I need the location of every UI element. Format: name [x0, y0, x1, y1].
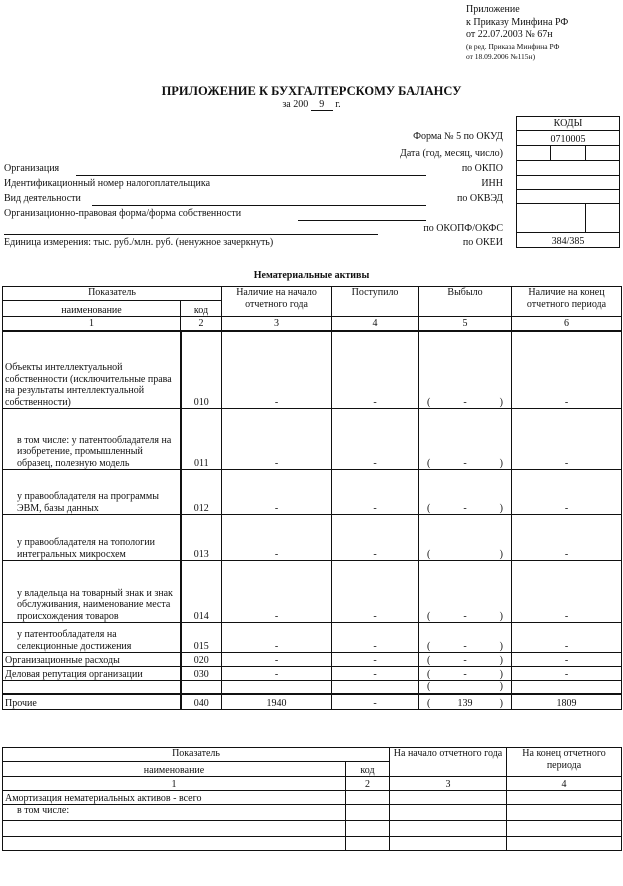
end-value[interactable]: 1809: [512, 694, 622, 710]
order-line: от 22.07.2003 № 67н: [466, 29, 553, 40]
legal-form-field[interactable]: [298, 220, 426, 221]
codes-header: КОДЫ: [517, 117, 620, 131]
col-num: 4: [332, 317, 419, 331]
col-num: 2: [181, 317, 222, 331]
th-code: код: [346, 762, 390, 777]
row-code: [346, 791, 390, 805]
row-name: в том числе: у патентообладателя на изобретение, промышленный образец, полезную модель: [3, 409, 181, 470]
okpo-label: по ОКПО: [461, 163, 503, 174]
table-row: [3, 694, 622, 710]
okopf-cell[interactable]: [517, 204, 586, 233]
table-row: [3, 791, 622, 805]
end-value[interactable]: [507, 791, 622, 805]
received-value[interactable]: -: [332, 623, 419, 653]
order-amendment: (в ред. Приказа Минфина РФ: [466, 41, 560, 51]
legal-form-field-2[interactable]: [4, 234, 378, 235]
th-name: наименование: [3, 301, 181, 317]
table-row: [3, 409, 622, 470]
col-num: 2: [346, 777, 390, 791]
row-code: 010: [181, 331, 222, 409]
col-num: 4: [507, 777, 622, 791]
th-code: код: [181, 301, 222, 317]
received-value[interactable]: -: [332, 561, 419, 623]
okpo-cell[interactable]: [517, 161, 620, 176]
end-value[interactable]: -: [512, 667, 622, 681]
row-name: у правообладателя на топологии интегральных микросхем: [3, 515, 181, 561]
date-label: Дата (год, месяц, число): [400, 148, 503, 159]
okud-label: Форма № 5 по ОКУД: [413, 131, 503, 142]
taxpayer-id-label: Идентификационный номер налогоплательщика: [4, 178, 211, 189]
row-code: 030: [181, 667, 222, 681]
okfs-cell[interactable]: [585, 204, 619, 233]
col-num: 1: [3, 317, 181, 331]
start-value[interactable]: -: [222, 470, 332, 515]
period-prefix: за 200: [282, 99, 309, 110]
unit-label: Единица измерения: тыс. руб./млн. руб. (ненужное зачеркнуть): [4, 237, 274, 248]
start-value[interactable]: 1940: [222, 694, 332, 710]
okved-label: по ОКВЭД: [457, 193, 503, 204]
received-value[interactable]: -: [332, 331, 419, 409]
activity-label: Вид деятельности: [4, 193, 81, 204]
section-title: Нематериальные активы: [253, 270, 370, 281]
table-row: [3, 653, 622, 667]
start-value[interactable]: -: [222, 409, 332, 470]
start-value[interactable]: -: [222, 331, 332, 409]
row-code: 011: [181, 409, 222, 470]
th-indicator: Показатель: [3, 287, 222, 301]
row-name: [3, 837, 346, 851]
row-name: Объекты интеллектуальной собственности (исключительные права на результаты интеллектуальной собственности): [3, 331, 181, 409]
row-name: у правообладателя на программы ЭВМ, базы данных: [3, 470, 181, 515]
received-value[interactable]: -: [332, 409, 419, 470]
received-value[interactable]: -: [332, 653, 419, 667]
row-name: у патентообладателя на селекционные достижения: [3, 623, 181, 653]
start-value[interactable]: [390, 805, 507, 821]
end-value[interactable]: -: [512, 331, 622, 409]
date-month-cell[interactable]: [551, 146, 585, 161]
amortization-table: [2, 747, 622, 851]
row-code: 014: [181, 561, 222, 623]
th-received: Поступило: [332, 287, 419, 317]
order-line: к Приказу Минфина РФ: [466, 16, 569, 28]
activity-field[interactable]: [92, 205, 426, 206]
end-value[interactable]: -: [512, 409, 622, 470]
order-amendment: от 18.09.2006 №115н): [466, 51, 536, 61]
start-value[interactable]: -: [222, 515, 332, 561]
received-value[interactable]: -: [332, 694, 419, 710]
disposed-value[interactable]: ( - ): [419, 409, 512, 470]
th-indicator: Показатель: [3, 748, 390, 762]
row-code: [346, 821, 390, 837]
start-value[interactable]: -: [222, 667, 332, 681]
th-name: наименование: [3, 762, 346, 777]
table-row: [3, 805, 622, 821]
organization-field[interactable]: [76, 175, 426, 176]
end-value[interactable]: -: [512, 515, 622, 561]
end-value[interactable]: -: [512, 653, 622, 667]
disposed-value[interactable]: ( 139 ): [419, 694, 512, 710]
inn-cell[interactable]: [517, 176, 620, 190]
disposed-value[interactable]: ( - ): [419, 470, 512, 515]
disposed-value[interactable]: ( - ): [419, 667, 512, 681]
start-value[interactable]: -: [222, 561, 332, 623]
table-row: [3, 470, 622, 515]
disposed-value[interactable]: ( - ): [419, 331, 512, 409]
end-value[interactable]: -: [512, 561, 622, 623]
row-code: 040: [181, 694, 222, 710]
inn-label: ИНН: [481, 178, 503, 189]
end-value[interactable]: -: [512, 470, 622, 515]
th-disposed: Выбыло: [419, 287, 512, 317]
received-value[interactable]: [332, 681, 419, 694]
row-name: Деловая репутация организации: [3, 667, 181, 681]
intangible-assets-table: [2, 286, 622, 710]
table-row: [3, 681, 622, 694]
start-value[interactable]: -: [222, 623, 332, 653]
codes-table: [516, 116, 620, 248]
legal-form-label: Организационно-правовая форма/форма собственности: [4, 208, 242, 219]
received-value[interactable]: -: [332, 470, 419, 515]
received-value[interactable]: -: [332, 515, 419, 561]
row-name: [3, 821, 346, 837]
th-start: На начало отчетного года: [390, 748, 507, 777]
table-row: [3, 667, 622, 681]
th-start: Наличие на начало отчетного года: [222, 287, 332, 317]
th-end: Наличие на конец отчетного периода: [512, 287, 622, 317]
disposed-value[interactable]: ( - ): [419, 561, 512, 623]
row-code: 020: [181, 653, 222, 667]
page-title: ПРИЛОЖЕНИЕ К БУХГАЛТЕРСКОМУ БАЛАНСУ: [161, 84, 462, 98]
okopf-label: по ОКОПФ/ОКФС: [423, 223, 503, 234]
okud-code: 0710005: [517, 131, 620, 146]
row-code: 012: [181, 470, 222, 515]
start-value[interactable]: -: [222, 653, 332, 667]
col-num: 1: [3, 777, 346, 791]
start-value[interactable]: [390, 837, 507, 851]
row-code: 013: [181, 515, 222, 561]
col-num: 6: [512, 317, 622, 331]
table-row: [3, 837, 622, 851]
row-name: [3, 681, 181, 694]
date-year-cell[interactable]: [517, 146, 551, 161]
period-year: 9: [311, 99, 333, 111]
row-code: [346, 805, 390, 821]
period-suffix: г.: [335, 99, 341, 110]
end-value[interactable]: [507, 837, 622, 851]
row-name: у владельца на товарный знак и знак обслуживания, наименование места происхождения товаров: [3, 561, 181, 623]
row-name: Прочие: [3, 694, 181, 710]
disposed-value[interactable]: ( ): [419, 515, 512, 561]
disposed-value[interactable]: ( - ): [419, 653, 512, 667]
table-row: [3, 331, 622, 409]
start-value[interactable]: [390, 791, 507, 805]
table-row: [3, 623, 622, 653]
okei-code: 384/385: [517, 233, 620, 248]
report-period: [0, 99, 623, 111]
row-code: 015: [181, 623, 222, 653]
end-value[interactable]: [512, 681, 622, 694]
received-value[interactable]: -: [332, 667, 419, 681]
th-end: На конец отчетного периода: [507, 748, 622, 777]
start-value[interactable]: [222, 681, 332, 694]
disposed-value[interactable]: ( - ): [419, 623, 512, 653]
organization-label: Организация: [4, 163, 60, 174]
row-code: [181, 681, 222, 694]
okei-label: по ОКЕИ: [462, 237, 503, 248]
col-num: 3: [222, 317, 332, 331]
col-num: 3: [390, 777, 507, 791]
col-num: 5: [419, 317, 512, 331]
row-name: в том числе:: [3, 805, 346, 821]
start-value[interactable]: [390, 821, 507, 837]
table-row: [3, 561, 622, 623]
table-row: [3, 821, 622, 837]
end-value[interactable]: -: [512, 623, 622, 653]
row-name: Амортизация нематериальных активов - всего: [3, 791, 346, 805]
row-code: [346, 837, 390, 851]
date-day-cell[interactable]: [585, 146, 619, 161]
disposed-value[interactable]: ( ): [419, 681, 512, 694]
end-value[interactable]: [507, 805, 622, 821]
row-name: Организационные расходы: [3, 653, 181, 667]
end-value[interactable]: [507, 821, 622, 837]
order-reference: [466, 4, 568, 62]
table-row: [3, 515, 622, 561]
order-line: Приложение: [466, 4, 520, 15]
okved-cell[interactable]: [517, 190, 620, 204]
